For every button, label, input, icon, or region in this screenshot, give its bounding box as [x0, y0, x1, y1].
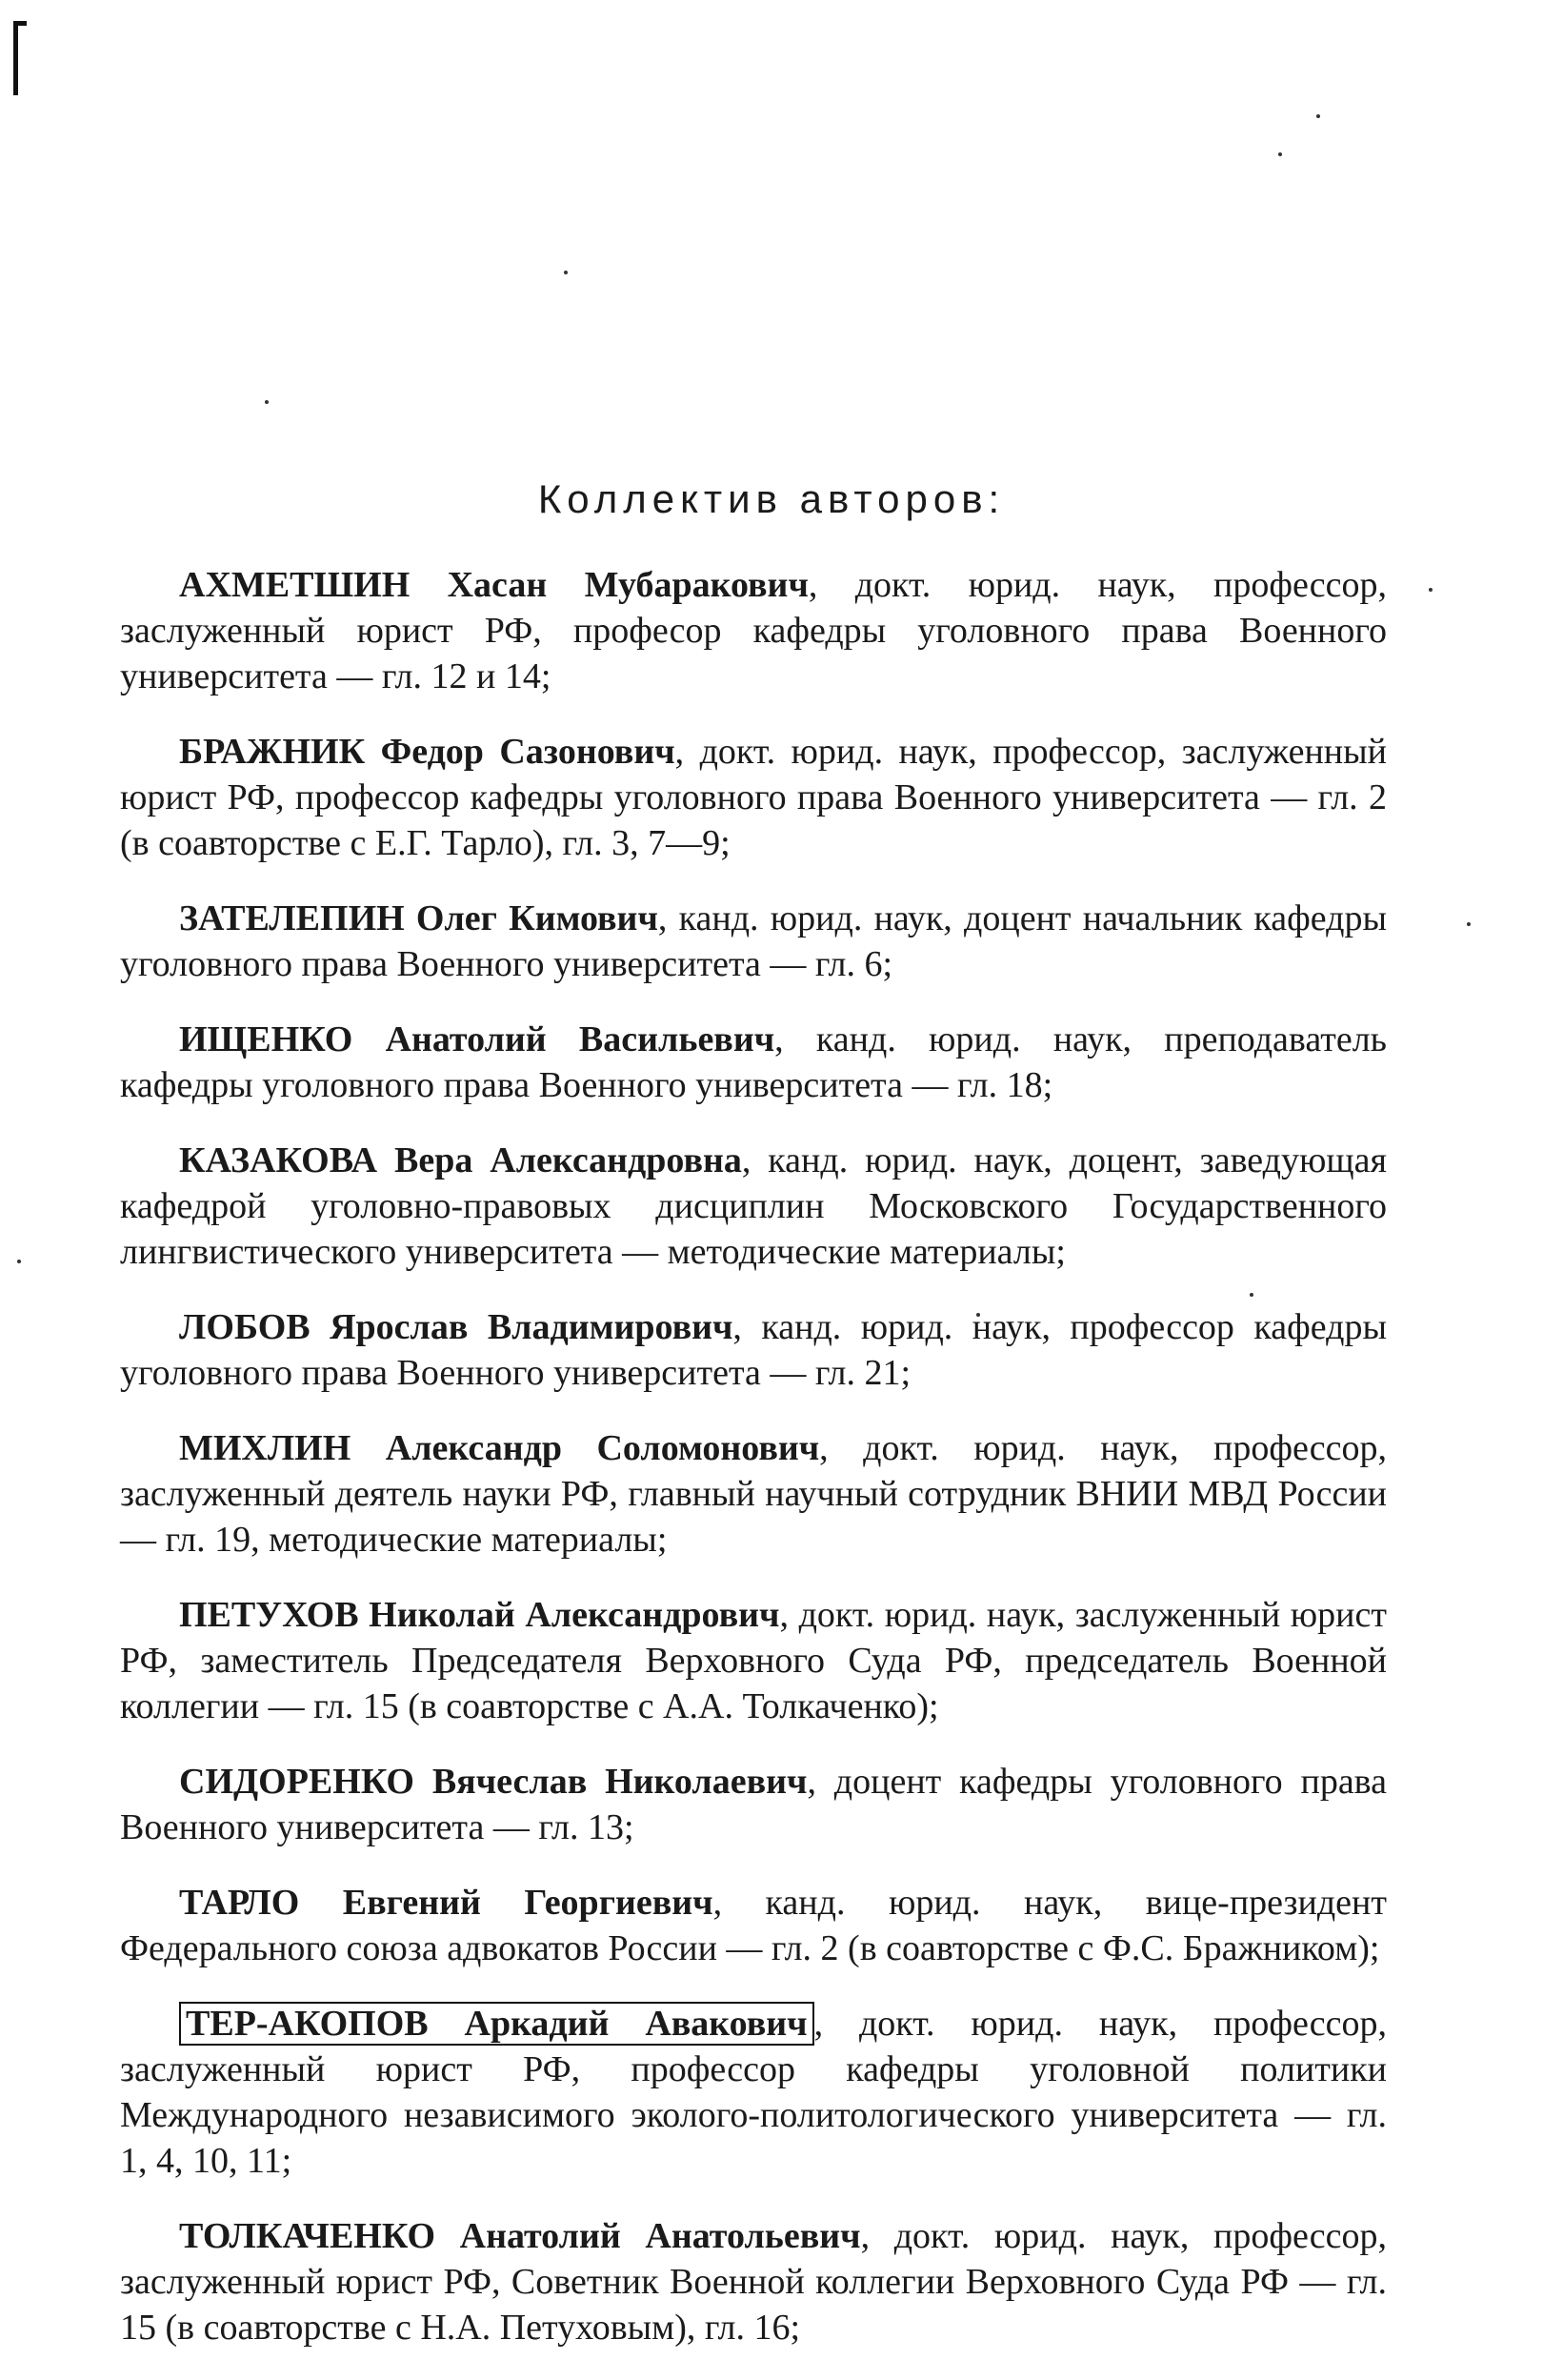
author-description: , канд. юрид. наук, доцент начальник кафедры уголовного права Военного университета — гл. 6;	[120, 898, 1388, 984]
author-entry	[120, 1759, 1387, 1850]
author-name-boxed: ТЕР-АКОПОВ Аркадий Авакович	[179, 2002, 814, 2046]
author-description: , докт. юрид. наук, профессор, заслуженный юрист РФ, профессор кафедры уголовного права Военного университета — гл. 2 (в соавторстве с Е.Г. Тарло), гл. 3, 7—9;	[120, 732, 1387, 863]
author-name: АХМЕТШИН Хасан Мубаракович	[179, 565, 809, 605]
author-name: МИХЛИН Александр Соломонович	[179, 1428, 820, 1468]
author-entry	[120, 1592, 1387, 1729]
author-description: , докт. юрид. наук, заслуженный юрист РФ, заместитель Председателя Верховного Суда РФ, председатель Военной коллегии — гл. 15 (в соавторстве с А.А. Толкаченко);	[120, 1595, 1387, 1726]
scan-speck	[265, 400, 269, 404]
author-description: , докт. юрид. наук, профессор, заслуженный юрист РФ, профессор кафедры уголовной политики Международного независимого эколого-политологического университета — гл. 1, 4, 10, 11;	[120, 2004, 1387, 2181]
author-name: ЛОБОВ Ярослав Владимирович	[179, 1307, 733, 1347]
scan-speck	[17, 1260, 21, 1263]
author-description: , канд. юрид. наук, вице-президент Федерального союза адвокатов России — гл. 2 (в соавторстве с Ф.С. Бражником);	[120, 1883, 1387, 1968]
author-description: , канд. юрид. наук, преподаватель кафедры уголовного права Военного университета — гл. 18;	[120, 1019, 1388, 1105]
author-name: ТАРЛО Евгений Георгиевич	[179, 1883, 713, 1923]
author-description: , доцент кафедры уголовного права Военного университета — гл. 13;	[120, 1762, 1387, 1847]
scan-speck	[1467, 922, 1471, 926]
authors-list	[120, 562, 1387, 2380]
author-entry	[120, 2001, 1387, 2184]
author-name: ПЕТУХОВ Николай Александрович	[179, 1595, 780, 1635]
scan-speck	[1316, 114, 1320, 118]
author-entry	[120, 1880, 1387, 1971]
author-description: , канд. юрид. наук, профессор кафедры уголовного права Военного университета — гл. 21;	[120, 1307, 1387, 1393]
scan-speck	[1429, 588, 1433, 592]
author-name: ТОЛКАЧЕНКО Анатолий Анатольевич	[179, 2216, 861, 2256]
author-name: СИДОРЕНКО Вячеслав Николаевич	[179, 1762, 808, 1802]
scan-speck	[564, 271, 568, 274]
author-name: КАЗАКОВА Вера Александровна	[179, 1140, 742, 1180]
author-name: БРАЖНИК Федор Сазонович	[179, 732, 675, 772]
author-description: , докт. юрид. наук, профессор, заслуженный юрист РФ, Советник Военной коллегии Верховного Суда РФ — гл. 15 (в соавторстве с Н.А. Петуховым), гл. 16;	[120, 2216, 1388, 2348]
author-entry	[120, 1425, 1387, 1563]
author-name: ЗАТЕЛЕПИН Олег Кимович	[179, 898, 658, 938]
author-entry	[120, 896, 1387, 987]
author-name: ИЩЕНКО Анатолий Васильевич	[179, 1019, 775, 1059]
page-title: Коллектив авторов:	[537, 476, 1006, 521]
author-description: , докт. юрид. наук, профессор, заслуженный юрист РФ, професор кафедры уголовного права Военного университета — гл. 12 и 14;	[120, 565, 1388, 696]
author-entry	[120, 729, 1387, 866]
author-entry	[120, 2213, 1387, 2350]
scan-corner-mark	[13, 21, 23, 95]
author-description: , докт. юрид. наук, профессор, заслуженный деятель науки РФ, главный научный сотрудник ВНИИ МВД России — гл. 19, методические материалы;	[120, 1428, 1388, 1560]
author-entry	[120, 1304, 1387, 1396]
author-entry	[120, 1017, 1387, 1108]
author-entry	[120, 1138, 1387, 1275]
author-description: , канд. юрид. наук, доцент, заведующая кафедрой уголовно-правовых дисциплин Московского Государственного лингвистического университета — методические материалы;	[120, 1140, 1387, 1272]
author-entry	[120, 562, 1387, 699]
scan-speck	[1278, 152, 1282, 156]
